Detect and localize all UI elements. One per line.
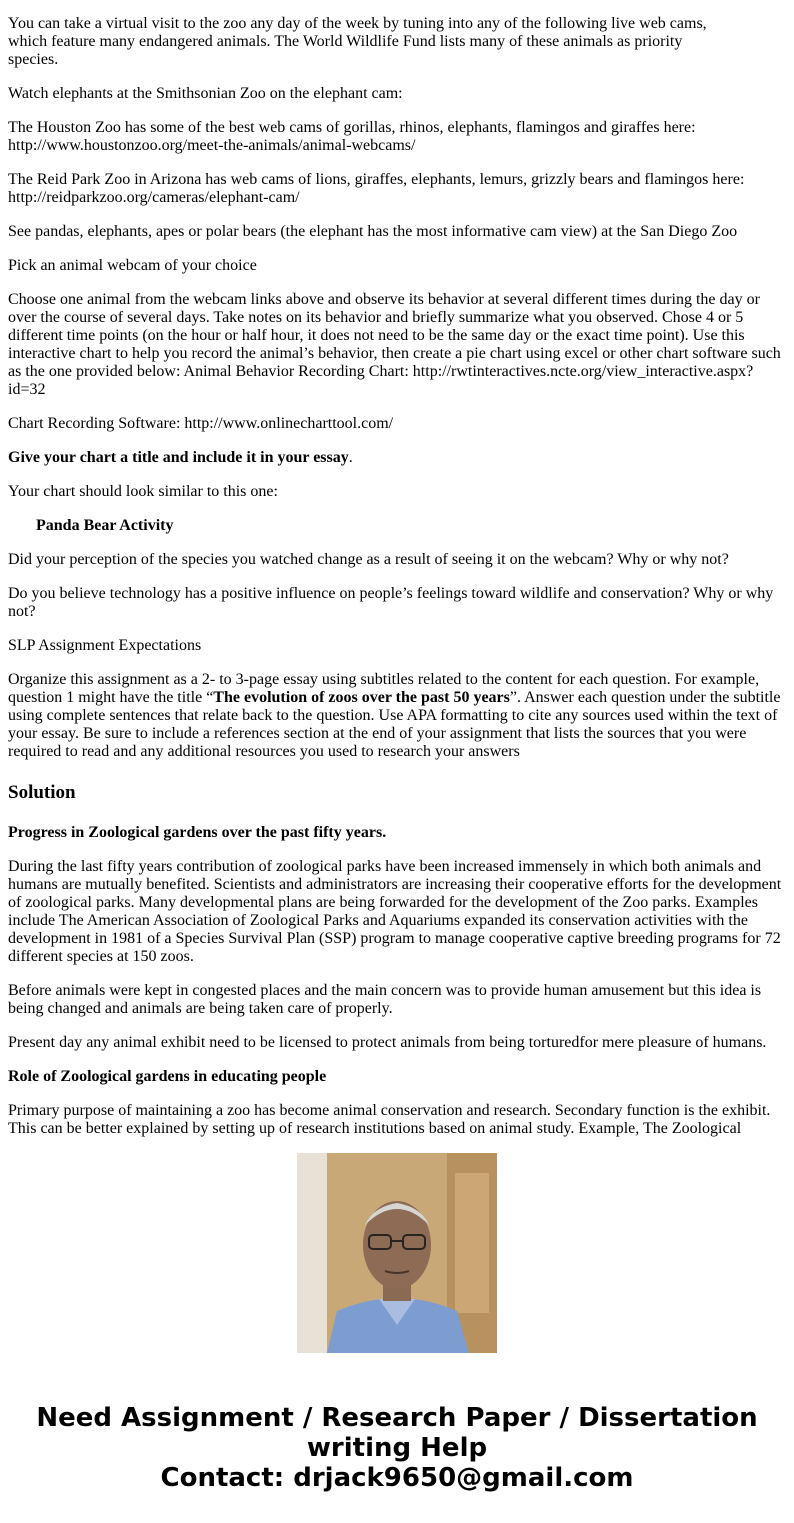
promo-line-2: writing Help <box>306 1433 488 1463</box>
smithsonian-paragraph: Watch elephants at the Smithsonian Zoo on the elephant cam: <box>8 85 403 102</box>
technology-question: Do you believe technology has a positive influence on people’s feelings toward wildlife and conservation? Why or why not? <box>8 585 774 620</box>
solution-paragraph-4: Primary purpose of maintaining a zoo has become animal conservation and research. Secondary function is the exhibit. This can be better explained by setting up of research institutions based on animal study. Example, The Zoological <box>8 1102 771 1137</box>
promo-banner <box>0 1403 794 1493</box>
solution-paragraph-3: Present day any animal exhibit need to be licensed to protect animals from being torturedfor mere pleasure of humans. <box>8 1034 767 1051</box>
slp-heading: SLP Assignment Expectations <box>8 637 202 654</box>
author-avatar <box>297 1153 497 1353</box>
organize-example-title: The evolution of zoos over the past 50 years <box>213 689 510 706</box>
similar-paragraph: Your chart should look similar to this one: <box>8 483 278 500</box>
solution-paragraph-2: Before animals were kept in congested places and the main concern was to provide human amusement but this idea is being changed and animals are being taken care of properly. <box>8 982 762 1017</box>
solution-paragraph-1: During the last fifty years contribution of zoological parks have been increased immensely in which both animals and humans are mutually benefited. Scientists and administrators are increasing their cooperative efforts for the development of zoological parks. Many developmental plans are being forwarded for the development of the Zoo parks. Examples include The American Association of Zoological Parks and Aquariums expanded its conservation activities with the development in 1981 of a Species Survival Plan (SSP) program to manage cooperative captive breeding programs for 72 different species at 150 zoos. <box>8 858 782 965</box>
solution-subheading-1: Progress in Zoological gardens over the past fifty years. <box>8 824 387 841</box>
organize-text-a: Organize this assignment as a 2- to 3-page essay using subtitles related to the content for each question. For example, question 1 might have the title “ <box>8 671 760 706</box>
article-content <box>8 15 784 1137</box>
solution-heading: Solution <box>8 782 76 803</box>
intro-paragraph: You can take a virtual visit to the zoo any day of the week by tuning into any of the following live web cams, which feature many endangered animals. The World Wildlife Fund lists many of these animals as priority species. <box>8 15 707 68</box>
houston-paragraph: The Houston Zoo has some of the best web cams of gorillas, rhinos, elephants, flamingos and giraffes here: http://www.houstonzoo.org/meet-the-animals/animal-webcams/ <box>8 119 696 154</box>
promo-line-1: Need Assignment / Research Paper / Dissertation <box>36 1403 758 1433</box>
chart-title-instruction <box>8 449 784 467</box>
software-paragraph: Chart Recording Software: http://www.onlinecharttool.com/ <box>8 415 394 432</box>
sandiego-paragraph: See pandas, elephants, apes or polar bears (the elephant has the most informative cam view) at the San Diego Zoo <box>8 223 738 240</box>
organize-text-b: ”. Answer each question under the subtitle using complete sentences that relate back to the question. Use APA formatting to cite any sources used within the text of your essay. Be sure to include a references section at the end of your assignment that lists the sources that you were required to read and any additional resources you used to research your answers <box>8 689 781 760</box>
promo-contact: Contact: drjack9650@gmail.com <box>160 1463 634 1493</box>
solution-subheading-2: Role of Zoological gardens in educating people <box>8 1068 327 1085</box>
pick-paragraph: Pick an animal webcam of your choice <box>8 257 257 274</box>
organize-paragraph <box>8 671 784 761</box>
panda-chart-title: Panda Bear Activity <box>36 517 174 534</box>
perception-question: Did your perception of the species you watched change as a result of seeing it on the webcam? Why or why not? <box>8 551 729 568</box>
chart-title-end: . <box>348 449 353 466</box>
author-portrait-image <box>297 1153 497 1353</box>
reidpark-paragraph: The Reid Park Zoo in Arizona has web cams of lions, giraffes, elephants, lemurs, grizzly bears and flamingos here: http://reidparkzoo.org/cameras/elephant-cam/ <box>8 171 745 206</box>
chart-title-bold: Give your chart a title and include it in your essay <box>8 449 349 466</box>
choose-paragraph: Choose one animal from the webcam links above and observe its behavior at several different times during the day or over the course of several days. Take notes on its behavior and briefly summarize what you observed. Chose 4 or 5 different time points (on the hour or half hour, it does not need to be the same day or the exact time point). Use this interactive chart to help you record the animal’s behavior, then create a pie chart using excel or other chart software such as the one provided below: Animal Behavior Recording Chart: http://rwtinteractives.ncte.org/view_interactive.aspx?id=32 <box>8 291 781 398</box>
